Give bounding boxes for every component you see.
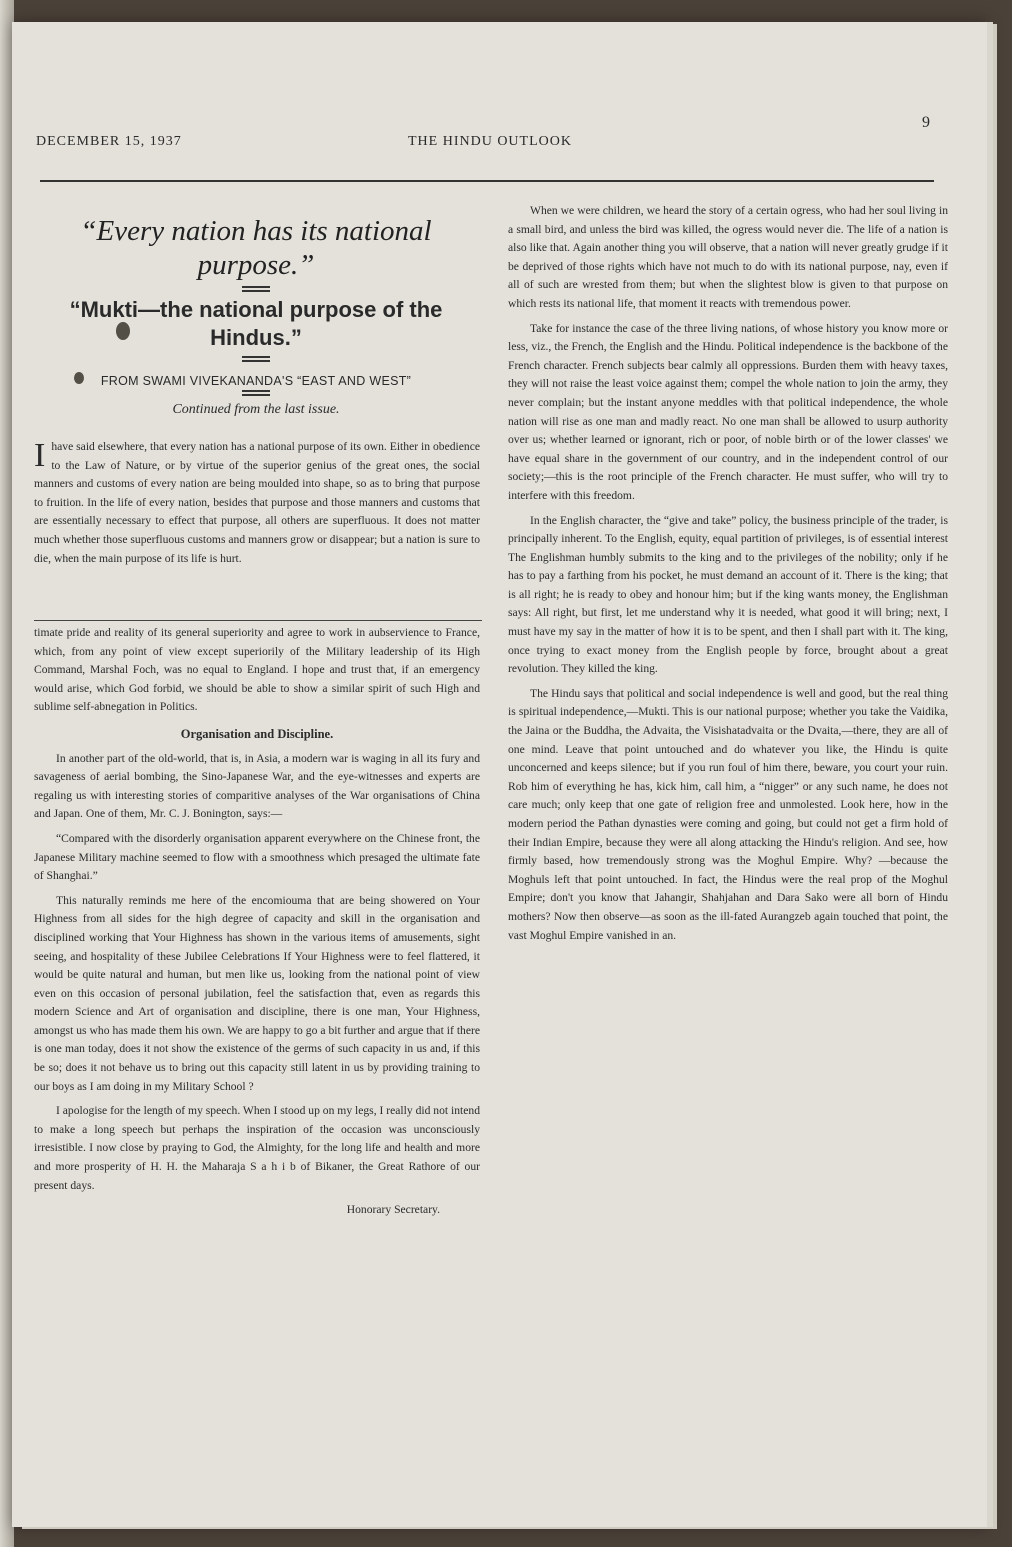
paragraph: The Hindu says that political and social independence is well and good, but the real thing is spiritual independence,—Mukti. This is our national purpose; whether you take the Vaidika, the Jaina or the Buddha, the Advaita, the Visishatadvaita or the Dvaita,—there, they are all of one mind. Leave that point untouched and do whatever you like, the Hindu is quite unconcerned and keeps silence; but if you run foul of him there, beware, you court your ruin. Rob him of everything he has, kick him, call him, a “nigger” or any such name, he does not care much; only keep that one gate of religion free and unmolested. Look here, how in the modern period the Pathan dynasties were coming and going, but could not get a firm hold of their Indian Empire, because they were all along attacking the Hindu's religion. And see, how firmly based, how tremendously strong was the Moghul Empire. Why? —because the Moghuls left that point untouched. In fact, the Hindus were the real prop of the Moghul Empire; don't you know that Jahangir, Shahjahan and Dara Sako were all born of Hindu mothers? Now then observe—as soon as the ill-fated Aurangzeb again touched that point, the vast Moghul Empire vanished in an. bbox=[508, 686, 948, 942]
article-intro bbox=[34, 438, 480, 574]
page-header bbox=[36, 114, 931, 160]
heading-divider bbox=[242, 390, 270, 396]
continued-note: Continued from the last issue. bbox=[172, 402, 340, 417]
drop-cap: I bbox=[34, 437, 46, 474]
heading-divider bbox=[242, 286, 270, 292]
issue-date: DECEMBER 15, 1937 bbox=[36, 134, 182, 149]
paragraph: Take for instance the case of the three living nations, of whose history you know more or less, viz., the French, the English and the Hindu. Political independence is the backbone of the French character. French subjects bear calmly all oppressions. Burden them with heavy taxes, they will not raise the least voice against them; compel the whole nation to join the army, they never complain; but the instant anyone meddles with that political independence, the whole nation will rise as one man and madly react. No one man shall be allowed to usurp authority over us; whether learned or ignorant, rich or poor, of noble birth or of the lower classes' we have equal share in the government of our country, and in the independent control of our society;—this is the root principle of the French character. He must suffer, who will try to interfere with this freedom. bbox=[508, 321, 948, 502]
publication-title: THE HINDU OUTLOOK bbox=[408, 134, 572, 149]
intro-paragraph: have said elsewhere, that every nation has a national purpose of its own. Either in obedience to the Law of Nature, or by virtue of the superior genius of the great ones, the social manners and customs of every nation are being moulded into shape, so as to bring that purpose to fruition. In the life of every nation, besides that purpose and those manners and customs that are essentially necessary to effect that purpose, all others are superfluous. It does not matter much whether those superfluous customs and manners grow or disappear; but a nation is sure to die, when the main purpose of its life is hurt. bbox=[34, 440, 480, 565]
article-source: FROM SWAMI VIVEKANANDA'S “EAST AND WEST” bbox=[100, 374, 412, 388]
section-heading: Organisation and Discipline. bbox=[180, 726, 334, 741]
paragraph: In the English character, the “give and take” policy, the business principle of the trader, is principally inherent. To the English, equity, equal partition of privileges, is of essential interest The Englishman humbly submits to the king and to the privileges of the nobility; only if he has to pay a farthing from his pocket, he must demand an account of it. There is the king; that is all right; he is ready to obey and honour him; but if the king wants money, the Englishman says: All right, but first, let me understand why it is needed, what good it will bring; next, I must have my say in the matter of how it is to be spent, and then I shall part with it. The king, once trying to exact money from the English people by force, brought about a great revolution. They killed the king. bbox=[508, 513, 948, 676]
heading-divider bbox=[242, 356, 270, 362]
page-number: 9 bbox=[922, 114, 931, 131]
article-subtitle: “Mukti—the national purpose of the Hindus.” bbox=[69, 297, 443, 350]
paper-damage-spot bbox=[116, 322, 130, 340]
paragraph: When we were children, we heard the story of a certain ogress, who had her soul living in a small bird, and unless the bird was killed, the ogress would never die. The life of a nation is also like that. Again another thing you will observe, that a nation will never greatly grudge if it be deprived of those rights which have not much to do with its national purpose, nay, even if all of such are wrested from them; but when the slightest blow is given to that purpose on which rests its national life, that moment it reacts with tremendous power. bbox=[508, 204, 948, 310]
paragraph: timate pride and reality of its general superiority and agree to work in aubservience to France, which, from any point of view except superiorily of the Military leadership of its High Command, Marshal Foch, was no equal to England. I hope and trust that, if an emergency would arise, which God forbid, we should be able to show a similar spirit of such High and sublime self-abnegation in Politics. bbox=[34, 626, 480, 714]
header-rule bbox=[40, 180, 934, 182]
quotation-paragraph: “Compared with the disorderly organisation apparent everywhere on the Chinese front, the Japanese Military machine seemed to flow with a smoothness which presaged the ultimate fate of Shanghai.” bbox=[34, 831, 480, 883]
right-column bbox=[508, 202, 948, 951]
left-column-continuation bbox=[34, 624, 480, 1220]
article-heading bbox=[30, 214, 482, 418]
column-divider bbox=[34, 620, 482, 621]
newspaper-page bbox=[12, 22, 987, 1527]
quote-title: “Every nation has its national purpose.” bbox=[80, 215, 432, 281]
paper-damage-spot bbox=[74, 372, 84, 384]
paragraph: In another part of the old-world, that is, in Asia, a modern war is waging in all its fury and savageness of aerial bombing, the Sino-Japanese War, and the eye-witnesses and experts are regaling us with interesting stories of comparitive analyses of the War organisations of China and Japan. One of them, Mr. C. J. Bonington, says:— bbox=[34, 751, 480, 821]
paragraph: This naturally reminds me here of the encomiouma that are being showered on Your Highness from all sides for the high degree of capacity and skill in the organisation and disciplined working that Your Highness has shown in the various items of amusements, sight seeing, and hospitality of these Jubilee Celebrations If Your Highness were to feel flattered, it would be quite natural and human, but men like us, looking from the national point of view even on this occasion of personal jubilation, feel the satisfaction that, even as regards this modern Science and Art of organisation and discipline, there is one man, Your Highness, amongst us who has made them his own. We are happy to go a bit further and argue that if there is one man today, does it not show the existence of the germs of such capacity in us and, if this be so; does it not behave us to bring out this capacity still latent in us by providing training to our boys as I am doing in my Military School ? bbox=[34, 893, 480, 1093]
paragraph: I apologise for the length of my speech. When I stood up on my legs, I really did not intend to make a long speech but perhaps the inspiration of the occasion was unconsciously irresistible. I now close by praying to God, the Almighty, for the long life and health and more and more prosperity of H. H. the Maharaja S a h i b of Bikaner, the Great Rathore of our present days. bbox=[34, 1104, 480, 1192]
signature: Honorary Secretary. bbox=[346, 1203, 440, 1217]
